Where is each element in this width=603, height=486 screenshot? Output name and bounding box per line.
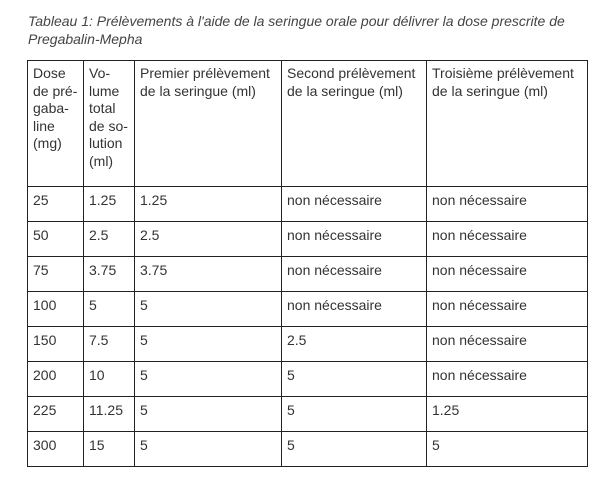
cell-total-volume: 7.5 xyxy=(84,327,135,362)
cell-third-draw: non nécessaire xyxy=(427,222,588,257)
header-third-draw: Troisième prélèvement de la seringue (ml) xyxy=(427,61,588,187)
cell-total-volume: 3.75 xyxy=(84,257,135,292)
cell-third-draw: 5 xyxy=(427,432,588,467)
cell-second-draw: 5 xyxy=(282,362,427,397)
cell-total-volume: 5 xyxy=(84,292,135,327)
cell-total-volume: 2.5 xyxy=(84,222,135,257)
cell-dose: 200 xyxy=(28,362,84,397)
cell-second-draw: 5 xyxy=(282,432,427,467)
cell-first-draw: 5 xyxy=(135,432,282,467)
table-row xyxy=(28,327,588,362)
table-row xyxy=(28,222,588,257)
cell-first-draw: 5 xyxy=(135,362,282,397)
cell-dose: 225 xyxy=(28,397,84,432)
cell-first-draw: 3.75 xyxy=(135,257,282,292)
cell-third-draw: non nécessaire xyxy=(427,257,588,292)
table-row xyxy=(28,397,588,432)
cell-third-draw: non nécessaire xyxy=(427,362,588,397)
cell-first-draw: 5 xyxy=(135,327,282,362)
header-total-volume: Vo-lume total de so-lution (ml) xyxy=(84,61,135,187)
table-row xyxy=(28,187,588,222)
table-caption: Tableau 1: Prélèvements à l'aide de la seringue orale pour délivrer la dose prescrite de Pregabalin-Mepha xyxy=(28,13,565,47)
cell-third-draw: non nécessaire xyxy=(427,327,588,362)
cell-first-draw: 2.5 xyxy=(135,222,282,257)
header-dose: Dose de pré-gaba-line (mg) xyxy=(28,61,84,187)
dosage-table xyxy=(27,60,588,467)
table-row xyxy=(28,362,588,397)
table-row xyxy=(28,257,588,292)
header-second-draw: Second prélèvement de la seringue (ml) xyxy=(282,61,427,187)
cell-first-draw: 1.25 xyxy=(135,187,282,222)
cell-first-draw: 5 xyxy=(135,397,282,432)
cell-second-draw: 5 xyxy=(282,397,427,432)
table-header-row xyxy=(28,61,588,187)
cell-second-draw: non nécessaire xyxy=(282,222,427,257)
header-first-draw: Premier prélèvement de la seringue (ml) xyxy=(135,61,282,187)
cell-dose: 100 xyxy=(28,292,84,327)
cell-total-volume: 10 xyxy=(84,362,135,397)
cell-second-draw: non nécessaire xyxy=(282,257,427,292)
cell-dose: 75 xyxy=(28,257,84,292)
cell-total-volume: 15 xyxy=(84,432,135,467)
cell-total-volume: 1.25 xyxy=(84,187,135,222)
cell-total-volume: 11.25 xyxy=(84,397,135,432)
cell-first-draw: 5 xyxy=(135,292,282,327)
cell-dose: 50 xyxy=(28,222,84,257)
cell-third-draw: non nécessaire xyxy=(427,292,588,327)
cell-third-draw: 1.25 xyxy=(427,397,588,432)
cell-dose: 25 xyxy=(28,187,84,222)
cell-dose: 300 xyxy=(28,432,84,467)
cell-second-draw: 2.5 xyxy=(282,327,427,362)
cell-dose: 150 xyxy=(28,327,84,362)
cell-second-draw: non nécessaire xyxy=(282,292,427,327)
cell-third-draw: non nécessaire xyxy=(427,187,588,222)
cell-second-draw: non nécessaire xyxy=(282,187,427,222)
table-row xyxy=(28,292,588,327)
table-row xyxy=(28,432,588,467)
